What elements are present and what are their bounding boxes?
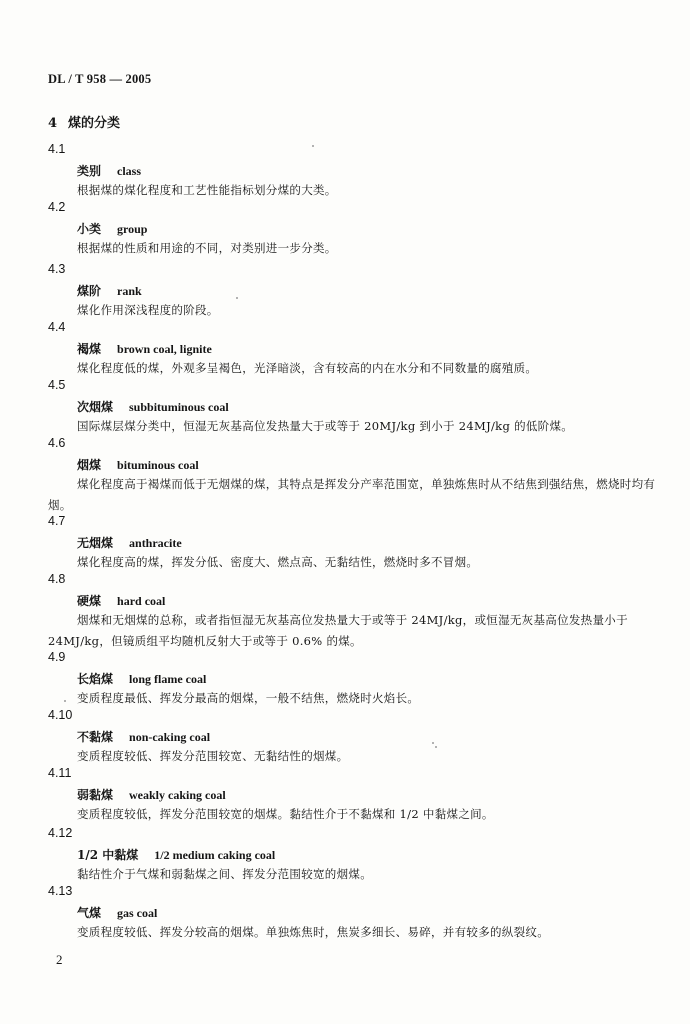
term-number: 4.6 [48,436,66,450]
term-definition: 变质程度较低、挥发分较高的烟煤。单独炼焦时，焦炭多细长、易碎，并有较多的纵裂纹。 [77,925,549,939]
term-english: anthracite [129,536,182,550]
term-number: 4.13 [48,884,73,898]
term-chinese: 1/2 中黏煤 [77,848,139,862]
term-chinese: 煤阶 [77,284,102,298]
term-number: 4.2 [48,200,66,214]
term-chinese: 硬煤 [77,594,102,608]
term-english: group [117,222,148,236]
section-title: 煤的分类 [68,116,121,131]
term-number: 4.10 [48,708,73,722]
section-number: 4 [48,116,58,131]
term-number: 4.9 [48,650,66,664]
term-english: brown coal, lignite [117,342,212,356]
term-definition: 根据煤的性质和用途的不同，对类别进一步分类。 [77,241,337,255]
scan-speck [312,145,314,147]
term-title [77,846,275,864]
term-number: 4.7 [48,514,66,528]
term-title [77,786,226,804]
term-number: 4.8 [48,572,66,586]
term-chinese: 褐煤 [77,342,102,356]
term-number: 4.4 [48,320,66,334]
term-definition: 国际煤层煤分类中，恒湿无灰基高位发热量大于或等于 20MJ/kg 到小于 24MJ/kg 的低阶煤。 [77,419,574,433]
term-english: 1/2 medium caking coal [154,848,276,862]
term-title [77,340,212,358]
term-title [77,220,147,238]
term-title [77,398,229,416]
term-english: weakly caking coal [129,788,226,802]
page-number: 2 [56,952,63,967]
term-definition: 煤化作用深浅程度的阶段。 [77,303,219,317]
term-chinese: 不黏煤 [77,730,114,744]
term-english: subbituminous coal [129,400,229,414]
term-title [77,456,199,474]
term-english: gas coal [117,906,158,920]
term-definition: 煤化程度高的煤，挥发分低、密度大、燃点高、无黏结性，燃烧时多不冒烟。 [77,555,479,569]
section-heading [48,112,120,131]
term-chinese: 无烟煤 [77,536,114,550]
term-definition: 烟煤和无烟煤的总称，或者指恒湿无灰基高位发热量大于或等于 24MJ/kg，或恒湿无灰基高位发热量小于 24MJ/kg，但镜质组平均随机反射大于或等于 0.6% 的煤。 [48,613,628,648]
term-definition: 黏结性介于气煤和弱黏煤之间、挥发分范围较宽的烟煤。 [77,867,372,881]
term-definition: 根据煤的煤化程度和工艺性能指标划分煤的大类。 [77,183,337,197]
term-english: non-caking coal [129,730,211,744]
term-title [77,282,142,300]
term-chinese: 气煤 [77,906,102,920]
term-chinese: 类别 [77,164,102,178]
term-definition: 煤化程度低的煤，外观多呈褐色，光泽暗淡，含有较高的内在水分和不同数量的腐殖质。 [77,361,538,375]
term-title [77,670,206,688]
term-chinese: 弱黏煤 [77,788,114,802]
term-number: 4.3 [48,262,66,276]
scan-speck [64,700,66,702]
term-chinese: 次烟煤 [77,400,114,414]
term-definition: 变质程度较低，挥发分范围较宽的烟煤。黏结性介于不黏煤和 1/2 中黏煤之间。 [77,807,494,821]
scan-speck [435,746,437,748]
term-definition: 变质程度最低、挥发分最高的烟煤，一般不结焦，燃烧时火焰长。 [77,691,420,705]
term-number: 4.5 [48,378,66,392]
term-title [77,162,141,180]
term-english: long flame coal [129,672,207,686]
term-title [77,534,182,552]
term-title [77,904,157,922]
term-number: 4.11 [48,766,72,780]
term-english: rank [117,284,142,298]
term-title [77,592,165,610]
term-number: 4.1 [48,142,66,156]
term-chinese: 烟煤 [77,458,102,472]
term-title [77,728,210,746]
term-number: 4.12 [48,826,73,840]
scan-speck [236,297,238,299]
term-english: bituminous coal [117,458,199,472]
term-english: class [117,164,142,178]
scan-speck [432,742,434,744]
term-english: hard coal [117,594,166,608]
term-chinese: 小类 [77,222,102,236]
term-chinese: 长焰煤 [77,672,114,686]
document-code: DL / T 958 — 2005 [48,72,152,86]
term-definition: 煤化程度高于褐煤而低于无烟煤的煤，其特点是挥发分产率范围宽，单独炼焦时从不结焦到强结焦，燃烧时均有烟。 [48,477,656,512]
term-definition: 变质程度较低、挥发分范围较宽、无黏结性的烟煤。 [77,749,349,763]
